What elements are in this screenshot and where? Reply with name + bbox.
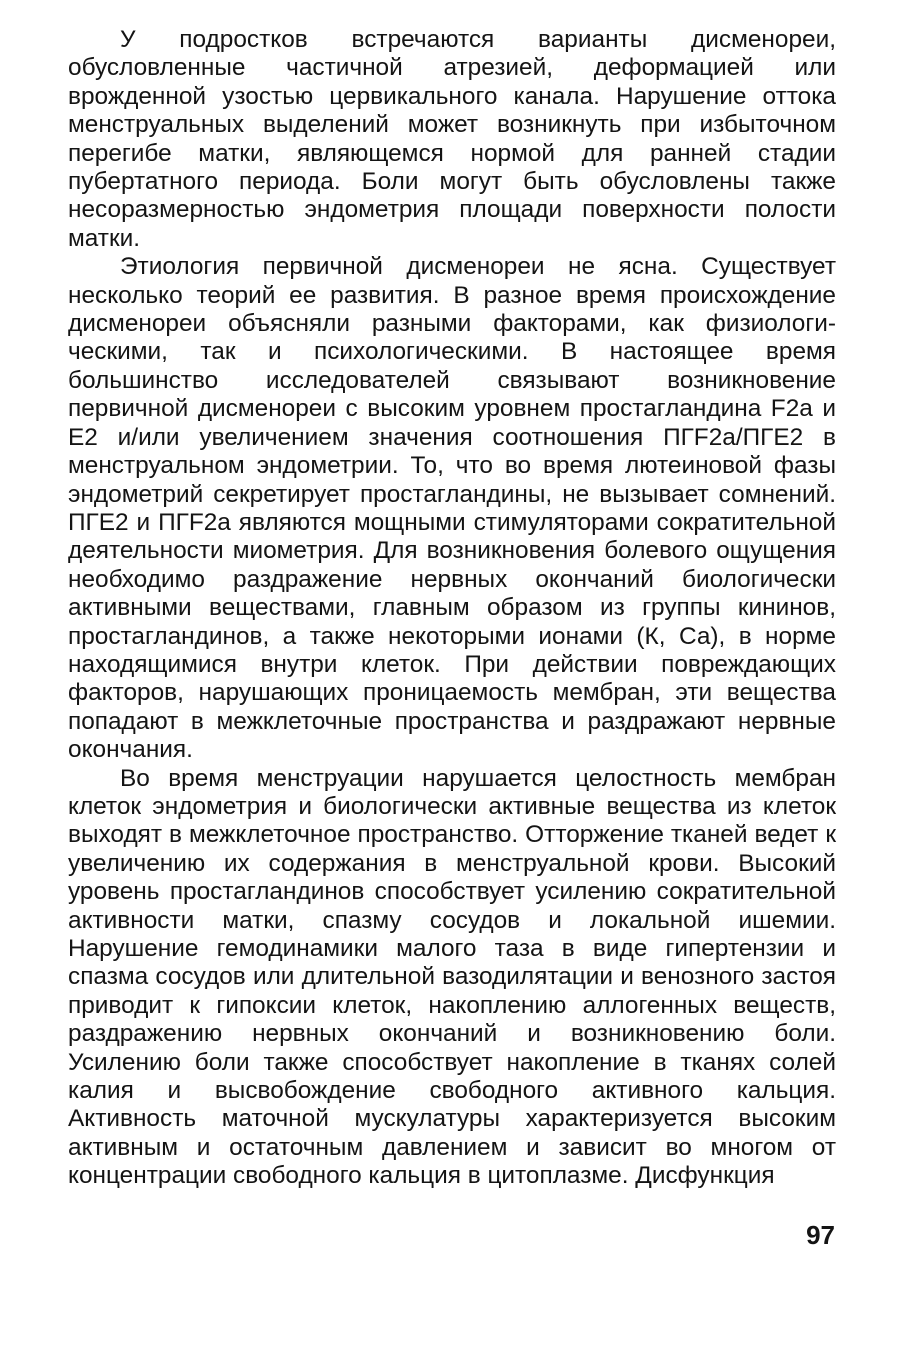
page-number: 97 <box>806 1220 835 1250</box>
body-text <box>68 26 836 1191</box>
paragraph-2: Этиология первичной дисменореи не ясна. Существует несколько теорий ее развития. В разное время происхождение дисменореи объясняли разными факторами, как физиологическими, так и психологическими. В настоящее время большинство исследователей связывают возникновение первичной дисменореи с высоким уровнем простагландина F2a и Е2 и/или увеличением значения соотношения ПГF2а/ПГЕ2 в менструальном эндометрии. То, что во время лютеиновой фазы эндометрий секретирует простагландины, не вызывает сомнений. ПГЕ2 и ПГF2a являются мощными стимуляторами сократительной деятельности миометрия. Для возникновения болевого ощущения необходимо раздражение нервных окончаний биологически активными веществами, главным образом из группы кининов, простагландинов, а также некоторыми ионами (К, Са), в норме находящимися внутри клеток. При действии повреждающих факторов, нарушающих проницаемость мембран, эти вещества попадают в межклеточные пространства и раздражают нервные окончания. <box>68 253 836 764</box>
paragraph-3: Во время менструации нарушается целостность мембран клеток эндометрия и биологически активные вещества из клеток выходят в межклеточное пространство. Отторжение тканей ведет к увеличению их содержания в менструальной крови. Высокий уровень простагландинов способствует усилению сократительной активности матки, спазму сосудов и локальной ишемии. Нарушение гемодинамики малого таза в виде гипертензии и спазма сосудов или длительной вазодилятации и венозного застоя приводит к гипоксии клеток, накоплению аллогенных веществ, раздражению нервных окончаний и возникновению боли. Усилению боли также способствует накопление в тканях солей калия и высвобождение свободного активного кальция. Активность маточной мускулатуры характеризуется высоким активным и остаточным давлением и зависит во многом от концентрации свободного кальция в цитоплазме. Дисфункция <box>68 764 836 1190</box>
paragraph-1: У подростков встречаются варианты дисменореи, обусловленные частичной атрезией, деформацией или врожденной узостью цервикального канала. Нарушение оттока менструальных выделений может возникнуть при избыточном перегибе матки, являющемся нормой для ранней стадии пубертатного периода. Боли могут быть обусловлены также несоразмерностью эндометрия площади поверхности полости матки. <box>68 26 836 252</box>
